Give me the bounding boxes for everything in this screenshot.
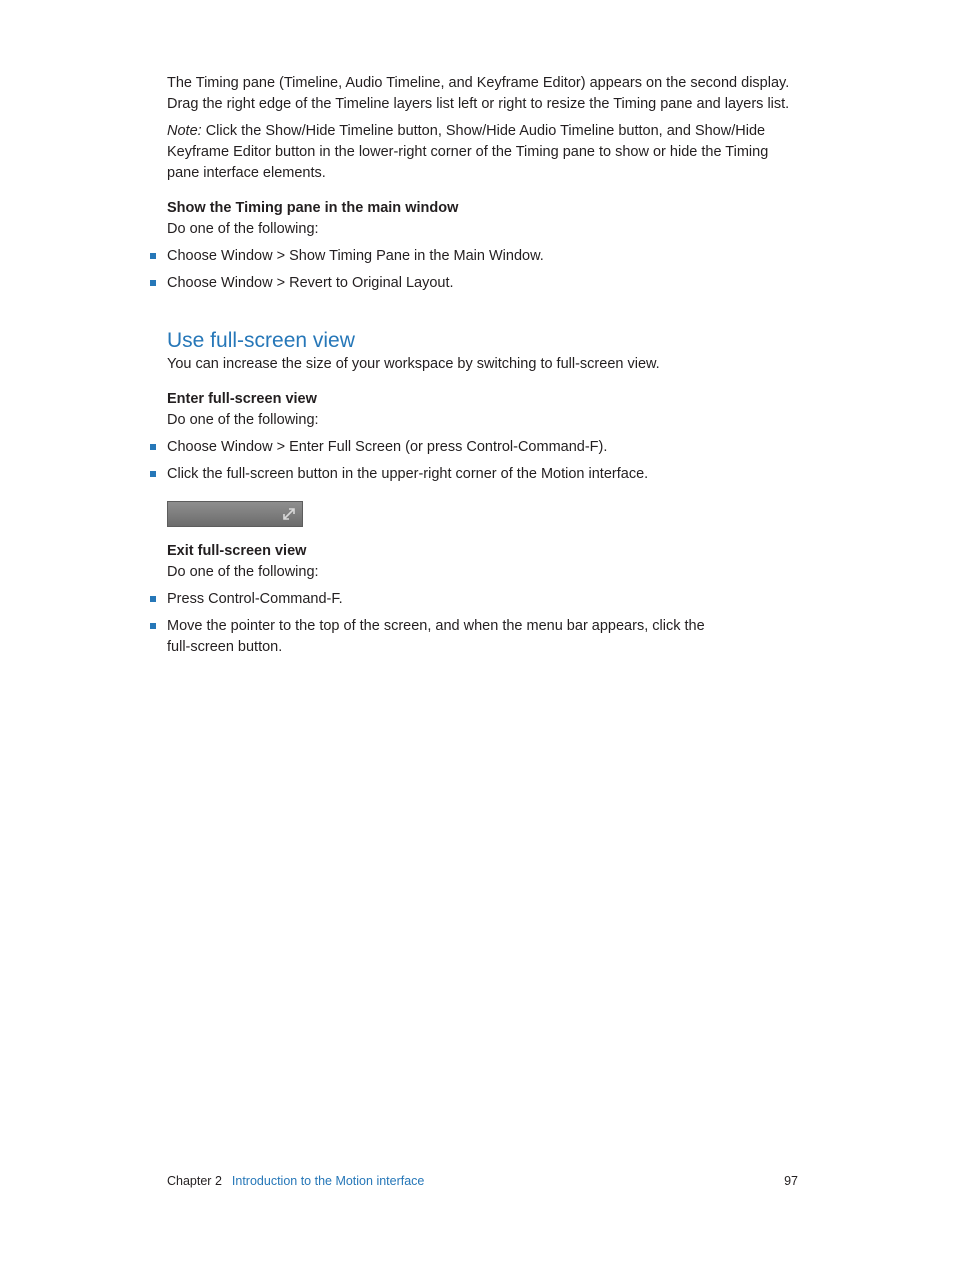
list-item [167,273,797,294]
list-item-text: Choose Window > Enter Full Screen (or press Control-Command-F). [167,439,608,455]
fullscreen-arrows-icon [280,505,298,523]
bullet-square-icon [150,623,156,629]
task-lead-enter: Do one of the following: [167,412,319,428]
bullet-square-icon [150,253,156,259]
page-body [167,73,797,664]
note-label: Note: [167,123,202,139]
footer-chapter-title[interactable]: Introduction to the Motion interface [231,1174,425,1188]
bullet-square-icon [150,280,156,286]
bullet-list-exit [167,589,797,658]
list-item [167,616,727,658]
note-paragraph [167,121,797,184]
page-number: 97 [784,1174,798,1188]
section-title-fullscreen: Use full-screen view [167,329,355,352]
bullet-square-icon [150,444,156,450]
task-heading-enter: Enter full-screen view [167,391,317,407]
task-lead-exit: Do one of the following: [167,564,319,580]
list-item-text: Click the full-screen button in the upper-right corner of the Motion interface. [167,466,649,482]
section-intro-fullscreen: You can increase the size of your workspace by switching to full-screen view. [167,356,660,372]
bullet-list-enter [167,437,797,485]
list-item [167,246,797,267]
note-text: Click the Show/Hide Timeline button, Show/Hide Audio Timeline button, and Show/Hide Keyframe Editor button in the lower-right corner of the Timing pane to show or hide the Timing pane interface elements. [167,123,769,181]
bullet-list-show-timing [167,246,797,294]
bullet-square-icon [150,471,156,477]
bullet-square-icon [150,596,156,602]
list-item [167,589,797,610]
list-item-text: Press Control-Command-F. [167,591,343,607]
page-footer [167,1172,798,1190]
footer-chapter: Chapter 2 [167,1174,222,1188]
list-item-text: Move the pointer to the top of the screen, and when the menu bar appears, click the full-screen button. [167,618,705,655]
task-heading-show-timing: Show the Timing pane in the main window [167,200,459,216]
task-heading-exit: Exit full-screen view [167,543,307,559]
intro-paragraph: The Timing pane (Timeline, Audio Timeline, and Keyframe Editor) appears on the second display. Drag the right edge of the Timeline layers list left or right to resize the Timing pane and layers list. [167,75,790,112]
list-item [167,437,797,458]
list-item-text: Choose Window > Revert to Original Layout. [167,275,454,291]
task-lead-show-timing: Do one of the following: [167,221,319,237]
list-item [167,464,797,485]
list-item-text: Choose Window > Show Timing Pane in the Main Window. [167,248,544,264]
fullscreen-button-illustration [167,501,303,527]
